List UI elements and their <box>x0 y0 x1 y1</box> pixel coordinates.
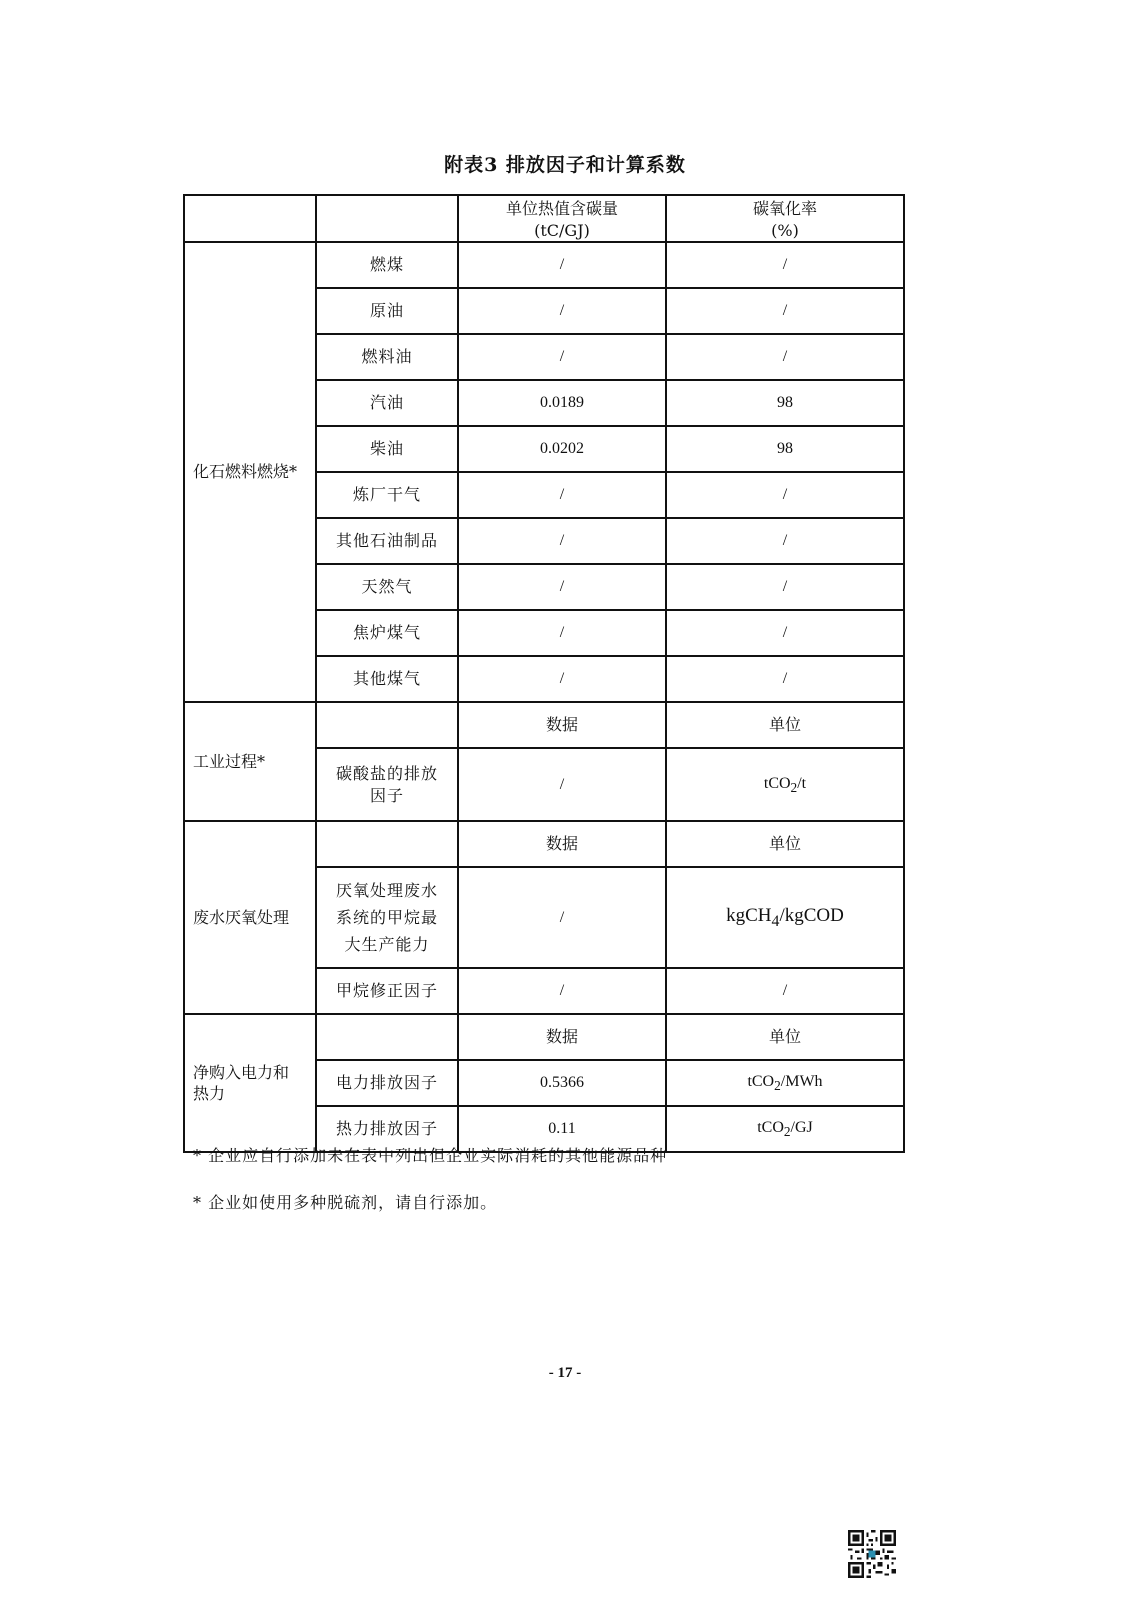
unit-text: tCO <box>747 1073 775 1091</box>
header-carbon-content-label: 单位热值含碳量 <box>505 199 618 218</box>
oxidation-rate-value: / <box>666 610 904 656</box>
fuel-label: 柴油 <box>316 426 458 472</box>
carbon-content-value: / <box>458 656 666 702</box>
factor-label-line: 碳酸盐的排放 <box>335 764 438 784</box>
category-fossil-fuel: 化石燃料燃烧* <box>184 242 316 702</box>
fuel-label: 燃料油 <box>316 334 458 380</box>
footnote: * 企业如使用多种脱硫剂，请自行添加。 <box>193 1193 498 1212</box>
fuel-label: 其他煤气 <box>316 656 458 702</box>
category-wastewater: 废水厌氧处理 <box>184 821 316 1014</box>
unit-subscript: 2 <box>790 779 798 795</box>
unit-text: tCO <box>763 774 791 792</box>
unit-text: /kgCOD <box>779 905 844 927</box>
fuel-label: 其他石油制品 <box>316 518 458 564</box>
table-row <box>184 242 904 288</box>
unit-subscript: 2 <box>783 1124 791 1140</box>
oxidation-rate-value: / <box>666 242 904 288</box>
fuel-label: 原油 <box>316 288 458 334</box>
column-data-header: 数据 <box>458 1014 666 1060</box>
header-empty-cell <box>184 195 316 242</box>
fuel-label: 焦炉煤气 <box>316 610 458 656</box>
factor-label <box>316 748 458 821</box>
factor-label-line: 系统的甲烷最 <box>335 908 438 928</box>
oxidation-rate-value: / <box>666 334 904 380</box>
fuel-label: 炼厂干气 <box>316 472 458 518</box>
unit-text: /MWh <box>780 1073 823 1091</box>
oxidation-rate-value: 98 <box>666 426 904 472</box>
header-oxidation-rate-label: 碳氧化率 <box>752 199 817 218</box>
category-industrial-process: 工业过程* <box>184 702 316 821</box>
empty-cell <box>316 702 458 748</box>
factor-value: / <box>458 867 666 968</box>
column-data-header: 数据 <box>458 821 666 867</box>
unit-text: kgCH <box>726 905 772 927</box>
qr-code-icon <box>848 1530 896 1578</box>
factor-label <box>316 867 458 968</box>
factor-unit <box>666 1060 904 1106</box>
oxidation-rate-value: / <box>666 518 904 564</box>
footnote: * 企业应自行添加未在表中列出但企业实际消耗的其他能源品种 <box>193 1146 668 1165</box>
empty-cell <box>316 1014 458 1060</box>
category-line: 净购入电力和 <box>193 1062 290 1082</box>
fuel-label: 燃煤 <box>316 242 458 288</box>
column-unit-header: 单位 <box>666 821 904 867</box>
footnotes <box>193 1143 667 1213</box>
oxidation-rate-value: / <box>666 288 904 334</box>
carbon-content-value: / <box>458 472 666 518</box>
header-empty-cell <box>316 195 458 242</box>
fuel-label: 汽油 <box>316 380 458 426</box>
oxidation-rate-value: / <box>666 656 904 702</box>
page-number: - 17 - <box>548 1365 582 1381</box>
header-oxidation-rate-unit: (%) <box>771 220 799 240</box>
factor-label: 热力排放因子 <box>316 1106 458 1152</box>
carbon-content-value: 0.0189 <box>458 380 666 426</box>
table-row <box>184 821 904 867</box>
table-row <box>184 702 904 748</box>
factor-label-line: 因子 <box>369 785 404 805</box>
factor-value: / <box>458 748 666 821</box>
carbon-content-value: / <box>458 518 666 564</box>
factor-unit: / <box>666 968 904 1014</box>
column-unit-header: 单位 <box>666 1014 904 1060</box>
factor-label: 甲烷修正因子 <box>316 968 458 1014</box>
page-title: 附表3 排放因子和计算系数 <box>444 154 686 176</box>
factor-label-line: 厌氧处理废水 <box>335 880 438 900</box>
carbon-content-value: / <box>458 288 666 334</box>
factor-label-line: 大生产能力 <box>344 935 430 955</box>
header-carbon-content <box>458 195 666 242</box>
carbon-content-value: / <box>458 334 666 380</box>
carbon-content-value: / <box>458 610 666 656</box>
column-data-header: 数据 <box>458 702 666 748</box>
factor-value: 0.11 <box>458 1106 666 1152</box>
carbon-content-value: / <box>458 242 666 288</box>
category-line: 热力 <box>193 1084 226 1104</box>
unit-text: /t <box>797 774 807 792</box>
factor-label: 电力排放因子 <box>316 1060 458 1106</box>
factor-value: / <box>458 968 666 1014</box>
factor-value: 0.5366 <box>458 1060 666 1106</box>
table-header-row <box>184 195 904 242</box>
category-purchased-energy <box>184 1014 316 1152</box>
table-row <box>184 1014 904 1060</box>
unit-subscript: 4 <box>771 912 780 930</box>
fuel-label: 天然气 <box>316 564 458 610</box>
factor-unit <box>666 748 904 821</box>
unit-text: /GJ <box>790 1119 813 1137</box>
column-unit-header: 单位 <box>666 702 904 748</box>
carbon-content-value: / <box>458 564 666 610</box>
emission-factors-table <box>183 194 905 1153</box>
header-oxidation-rate <box>666 195 904 242</box>
carbon-content-value: 0.0202 <box>458 426 666 472</box>
unit-text: tCO <box>757 1119 784 1137</box>
oxidation-rate-value: / <box>666 472 904 518</box>
unit-subscript: 2 <box>774 1078 781 1094</box>
factor-unit <box>666 1106 904 1152</box>
oxidation-rate-value: 98 <box>666 380 904 426</box>
empty-cell <box>316 821 458 867</box>
oxidation-rate-value: / <box>666 564 904 610</box>
factor-unit <box>666 867 904 968</box>
header-carbon-content-unit: (tC/GJ) <box>534 220 590 240</box>
